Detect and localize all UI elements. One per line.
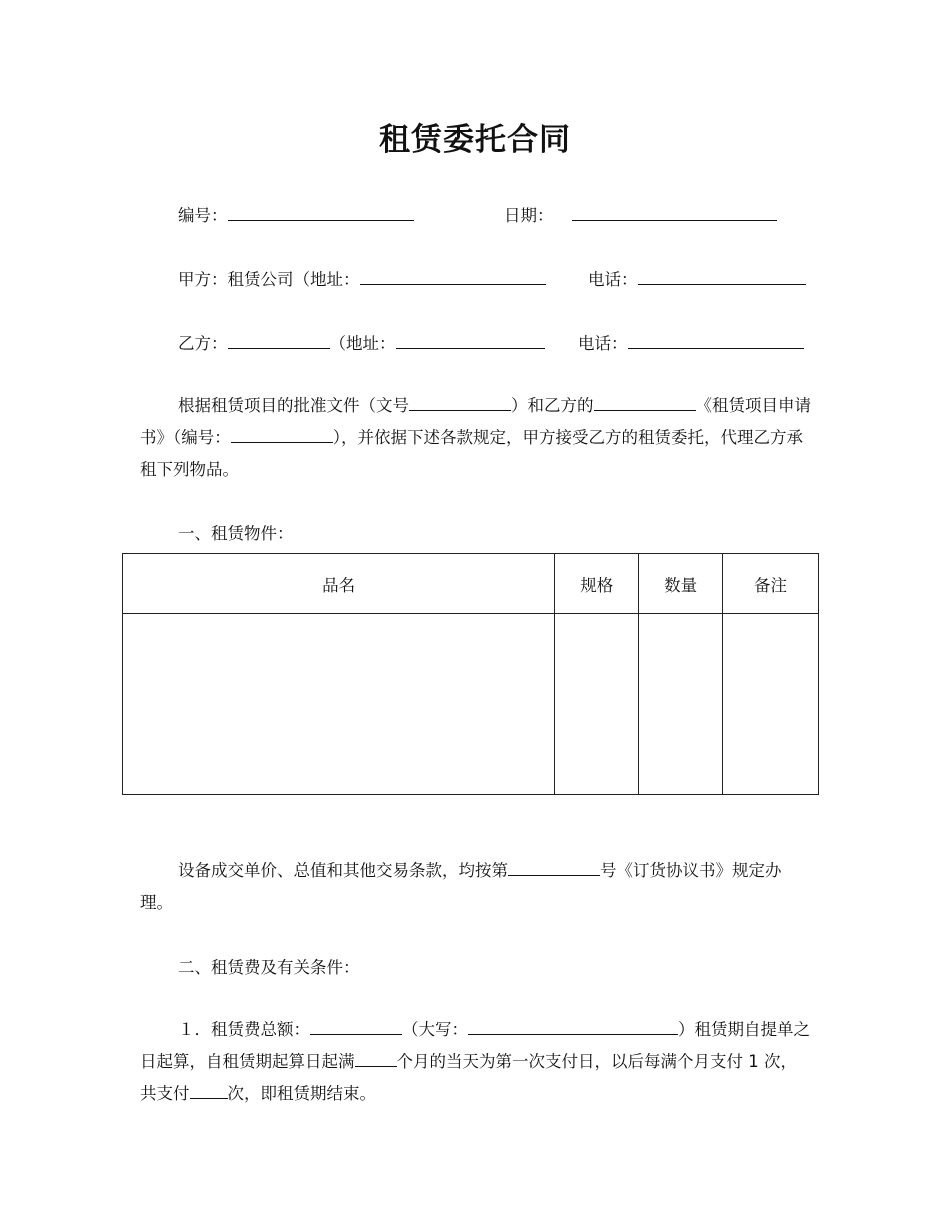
cell-name[interactable] bbox=[123, 614, 555, 795]
party-b-phone-line bbox=[578, 332, 804, 354]
months-field[interactable] bbox=[355, 1050, 397, 1067]
cell-quantity[interactable] bbox=[639, 614, 723, 795]
cell-remarks[interactable] bbox=[723, 614, 819, 795]
number-field[interactable] bbox=[228, 204, 414, 221]
terms-paragraph bbox=[140, 855, 812, 919]
intro-text-1: 根据租赁项目的批准文件（文号 bbox=[178, 396, 409, 415]
payment-count-field[interactable] bbox=[190, 1082, 228, 1099]
intro-text-3: 《租赁项目申请书》（编号： bbox=[140, 396, 811, 447]
terms-text-1: 设备成交单价、总值和其他交易条款，均按第 bbox=[178, 861, 508, 880]
party-a-line bbox=[178, 268, 546, 290]
date-line bbox=[504, 204, 777, 226]
table-header-row bbox=[123, 554, 819, 614]
clause-1-text-2: （大写： bbox=[402, 1020, 468, 1039]
section-1-heading: 一、租赁物件： bbox=[178, 524, 294, 543]
terms-text-2: 号《订货协议书》规定办理。 bbox=[140, 861, 782, 912]
intro-paragraph bbox=[140, 390, 812, 486]
column-header-remarks: 备注 bbox=[723, 554, 819, 614]
party-a-phone-field[interactable] bbox=[638, 268, 806, 285]
doc-number-field[interactable] bbox=[409, 394, 511, 411]
clause-1-text-4: 个月的当天为第一次支付日，以后每满个月支付 1 次，共支付 bbox=[140, 1052, 797, 1103]
party-a-phone-label: 电话： bbox=[588, 270, 638, 289]
number-line bbox=[178, 204, 414, 226]
section-2-heading: 二、租赁费及有关条件： bbox=[178, 958, 360, 977]
table-row bbox=[123, 614, 819, 795]
column-header-quantity: 数量 bbox=[639, 554, 723, 614]
rental-items-table bbox=[122, 553, 819, 795]
number-label: 编号： bbox=[178, 206, 228, 225]
party-a-address-field[interactable] bbox=[360, 268, 546, 285]
applicant-field[interactable] bbox=[594, 394, 696, 411]
total-fee-field[interactable] bbox=[310, 1018, 402, 1035]
clause-1-text-1: １．租赁费总额： bbox=[178, 1020, 310, 1039]
party-b-address-field[interactable] bbox=[396, 332, 545, 349]
agreement-number-field[interactable] bbox=[508, 859, 600, 876]
intro-text-2: ）和乙方的 bbox=[511, 396, 594, 415]
date-label: 日期： bbox=[504, 206, 554, 225]
clause-1-text-3: ）租赁期自提单之日起算，自租赁期起算日起满 bbox=[140, 1020, 810, 1071]
party-b-name-field[interactable] bbox=[228, 332, 330, 349]
date-field[interactable] bbox=[572, 204, 777, 221]
party-b-phone-label: 电话： bbox=[578, 334, 628, 353]
clause-1-paragraph bbox=[140, 1014, 812, 1110]
column-header-spec: 规格 bbox=[555, 554, 639, 614]
party-a-phone-line bbox=[588, 268, 806, 290]
total-fee-words-field[interactable] bbox=[468, 1018, 678, 1035]
clause-1-text-5: 次，即租赁期结束。 bbox=[227, 1084, 376, 1103]
intro-text-4: ），并依据下述各款规定，甲方接受乙方的租赁委托，代理乙方承租下列物品。 bbox=[140, 428, 803, 479]
cell-spec[interactable] bbox=[555, 614, 639, 795]
party-b-address-label: （地址： bbox=[329, 334, 396, 353]
application-number-field[interactable] bbox=[231, 426, 333, 443]
party-b-line bbox=[178, 332, 545, 354]
column-header-name: 品名 bbox=[123, 554, 555, 614]
party-a-label: 甲方：租赁公司（地址： bbox=[178, 270, 360, 289]
document-title: 租赁委托合同 bbox=[379, 122, 571, 158]
party-b-label: 乙方： bbox=[178, 334, 228, 353]
party-b-phone-field[interactable] bbox=[628, 332, 804, 349]
